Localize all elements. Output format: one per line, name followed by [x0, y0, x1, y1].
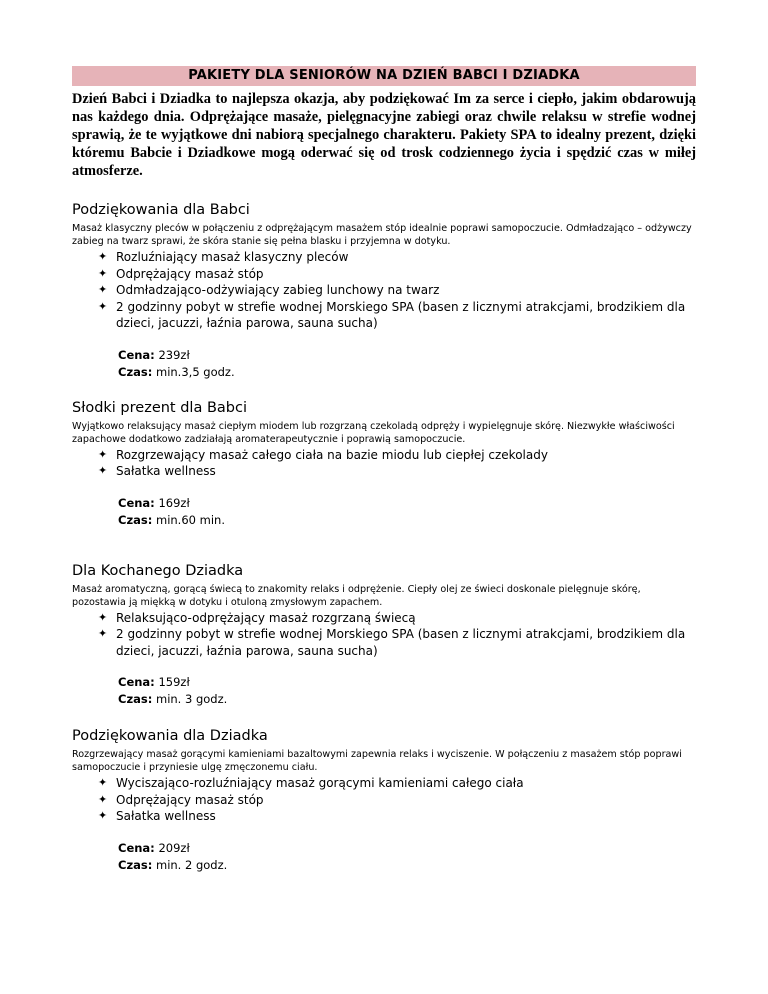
- time-line: [118, 857, 696, 874]
- list-item-text: Odprężający masaż stóp: [116, 792, 264, 807]
- list-item-text: Wyciszająco-rozluźniający masaż gorącymi kamieniami całego ciała: [116, 776, 524, 790]
- list-item: [98, 282, 696, 299]
- time-line: [118, 512, 696, 529]
- time-label: Czas:: [118, 364, 153, 379]
- price-label: Cena:: [118, 840, 155, 855]
- four-point-star-icon: ✦: [98, 250, 108, 263]
- package-description: Rozgrzewający masaż gorącymi kamieniami bazaltowymi zapewnia relaks i wyciszenie. W połączeniu z masażem stóp poprawi samopoczucie i przyniesie ulgę zmęczonemu ciału.: [72, 749, 682, 773]
- time-value: min. 2 godz.: [152, 857, 228, 872]
- list-item: [98, 792, 696, 809]
- price-line: [118, 840, 696, 857]
- list-item: [98, 249, 696, 266]
- price-line: [118, 495, 696, 512]
- package-meta: [72, 495, 696, 529]
- four-point-star-icon: ✦: [98, 776, 108, 789]
- package-items: [72, 610, 696, 660]
- package-items: [72, 447, 696, 480]
- price-value: 209zł: [154, 840, 190, 855]
- price-label: Cena:: [118, 347, 155, 362]
- list-item-text: 2 godzinny pobyt w strefie wodnej Morskiego SPA (basen z licznymi atrakcjami, brodzikiem dla dzieci, jacuzzi, łaźnia parowa, sauna sucha): [116, 299, 686, 330]
- four-point-star-icon: ✦: [98, 610, 108, 624]
- list-item: [98, 775, 696, 792]
- time-label: Czas:: [118, 512, 153, 527]
- four-point-star-icon: ✦: [98, 464, 108, 477]
- package-meta: [72, 347, 696, 381]
- four-point-star-icon: ✦: [98, 627, 108, 640]
- package-section: [72, 200, 696, 381]
- list-item-text: Odprężający masaż stóp: [116, 266, 264, 281]
- list-item: [98, 266, 696, 283]
- package-heading: Podziękowania dla Babci: [72, 202, 250, 218]
- list-item-text: 2 godzinny pobyt w strefie wodnej Morskiego SPA (basen z licznymi atrakcjami, brodzikiem dla dzieci, jacuzzi, łaźnia parowa, sauna sucha): [116, 627, 686, 658]
- time-label: Czas:: [118, 692, 153, 706]
- package-items: [72, 775, 696, 825]
- four-point-star-icon: ✦: [98, 792, 108, 806]
- package-section: [72, 398, 696, 529]
- time-line: [118, 691, 696, 708]
- package-description: Masaż klasyczny pleców w połączeniu z odprężającym masażem stóp idealnie poprawi samopoczucie. Odmładzająco – odżywczy zabieg na twarz sprawi, że skóra stanie się pełna blasku i przyjemna w dotyku.: [72, 223, 692, 247]
- time-value: min. 3 godz.: [152, 692, 228, 706]
- price-label: Cena:: [118, 675, 155, 689]
- list-item-text: Sałatka wellness: [116, 809, 216, 823]
- package-section: [72, 726, 696, 874]
- price-value: 169zł: [154, 495, 190, 510]
- price-label: Cena:: [118, 495, 155, 510]
- package-meta: [72, 840, 696, 874]
- package-meta: [72, 674, 696, 708]
- four-point-star-icon: ✦: [98, 809, 108, 822]
- price-value: 159zł: [154, 675, 190, 689]
- price-line: [118, 347, 696, 364]
- package-heading: Dla Kochanego Dziadka: [72, 562, 244, 579]
- list-item: [98, 610, 696, 627]
- four-point-star-icon: ✦: [98, 266, 108, 280]
- list-item-text: Relaksująco-odprężający masaż rozgrzaną świecą: [116, 610, 416, 625]
- package-section: [72, 561, 696, 709]
- list-item: [98, 626, 696, 659]
- list-item-text: Rozgrzewający masaż całego ciała na bazie miodu lub ciepłej czekolady: [116, 447, 548, 462]
- price-value: 239zł: [154, 347, 190, 362]
- list-item: [98, 447, 696, 464]
- package-description: Masaż aromatyczną, gorącą świecą to znakomity relaks i odprężenie. Ciepły olej ze świeci doskonale pielęgnuje skórę, pozostawia ją miękką w dotyku i otuloną zmysłowym zapachem.: [72, 583, 641, 608]
- page-title: PAKIETY DLA SENIORÓW NA DZIEŃ BABCI I DZIADKA: [72, 66, 696, 86]
- four-point-star-icon: ✦: [98, 283, 108, 296]
- list-item: [98, 463, 696, 480]
- package-items: [72, 249, 696, 332]
- time-value: min.3,5 godz.: [152, 364, 235, 379]
- intro-paragraph: Dzień Babci i Dziadka to najlepsza okazja, aby podziękować Im za serce i ciepło, jakim obdarowują nas każdego dnia. Odprężające masaże, pielęgnacyjne zabiegi oraz chwile relaksu w strefie wodnej sprawią, że te wyjątkowe dni nabiorą specjalnego charakteru. Pakiety SPA to idealny prezent, dzięki któremu Babcie i Dziadkowe mogą oderwać się od trosk codziennego życia i spędzić czas w miłej atmosferze.: [72, 91, 696, 179]
- package-heading: Słodki prezent dla Babci: [72, 399, 247, 416]
- document-page: [72, 66, 696, 874]
- list-item-text: Sałatka wellness: [116, 464, 216, 478]
- price-line: [118, 674, 696, 691]
- list-item-text: Rozluźniający masaż klasyczny pleców: [116, 250, 349, 264]
- list-item-text: Odmładzająco-odżywiający zabieg lunchowy na twarz: [116, 283, 440, 297]
- time-value: min.60 min.: [152, 512, 225, 527]
- list-item: [98, 299, 696, 332]
- time-line: [118, 364, 696, 381]
- package-heading: Podziękowania dla Dziadka: [72, 728, 268, 744]
- list-item: [98, 808, 696, 825]
- four-point-star-icon: ✦: [98, 299, 108, 313]
- packages-list: [72, 200, 696, 874]
- time-label: Czas:: [118, 857, 153, 872]
- four-point-star-icon: ✦: [98, 447, 108, 461]
- package-description: Wyjątkowo relaksujący masaż ciepłym miodem lub rozgrzaną czekoladą odpręży i wypielęgnuje skórę. Niezwykłe właściwości zapachowe dodatkowo zadziałają aromaterapeutycznie i poprawią samopoczucie.: [72, 420, 675, 445]
